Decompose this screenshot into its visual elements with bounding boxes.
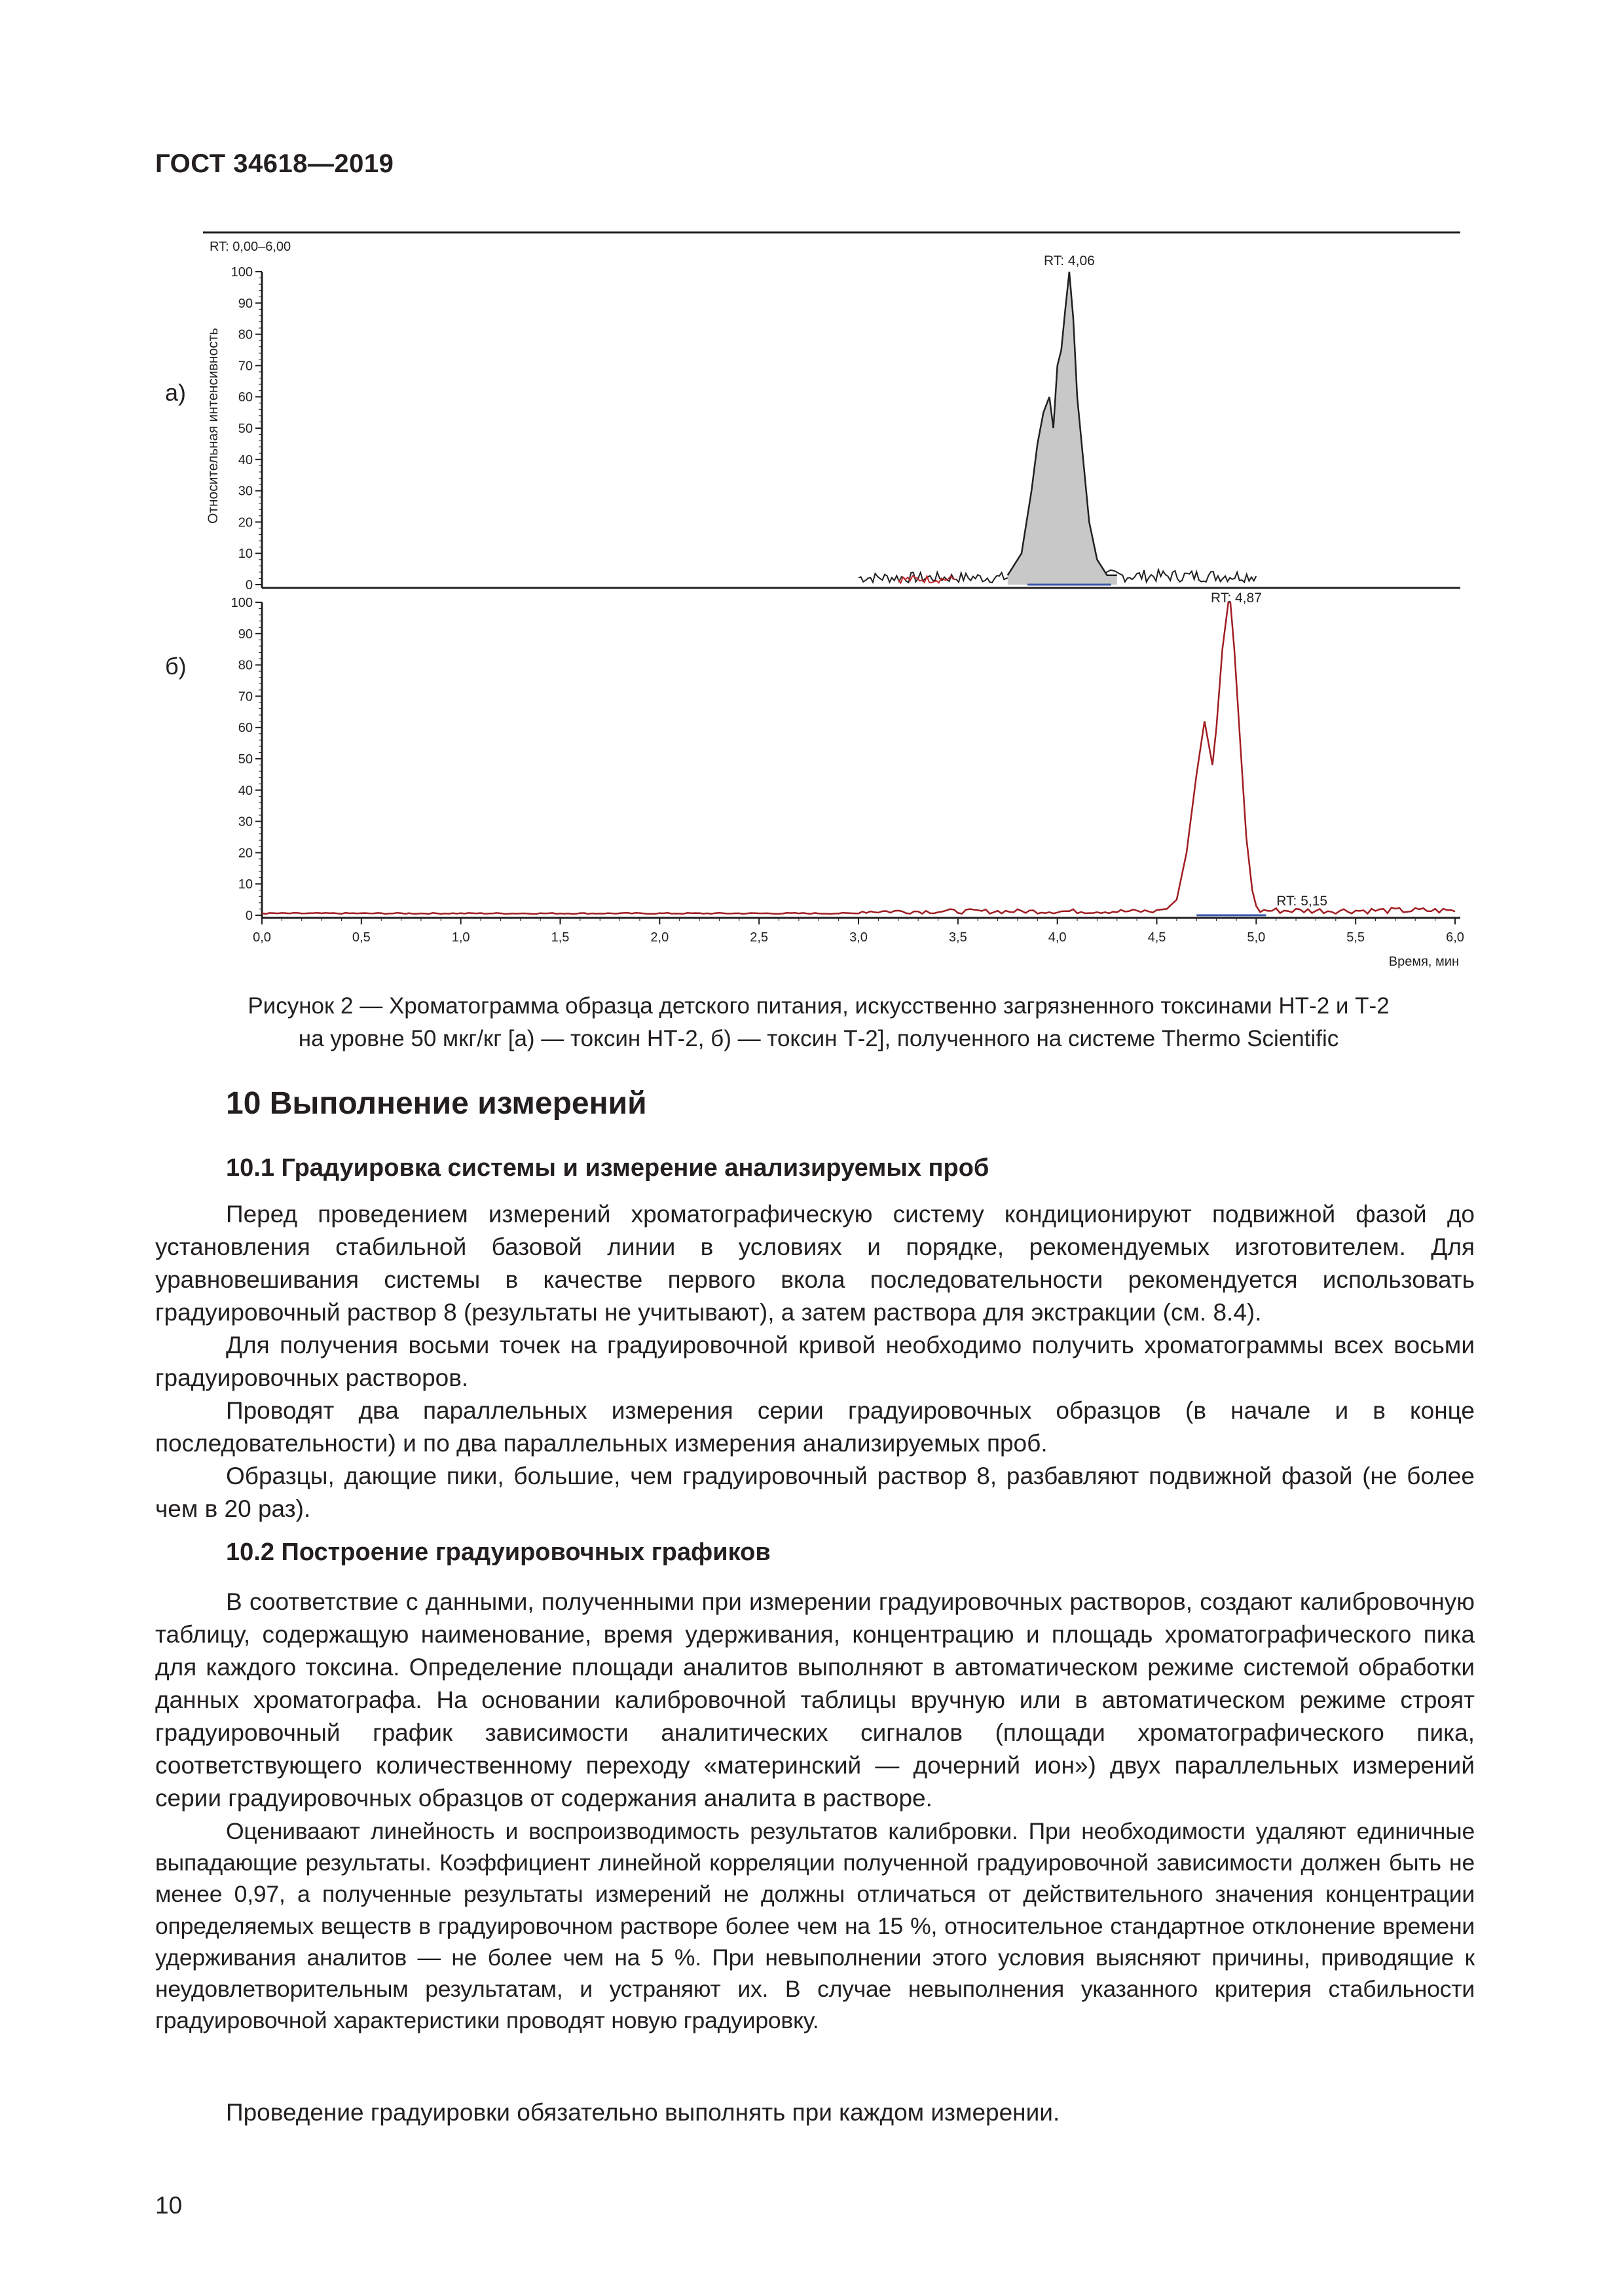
x-tick-label: 2,0 (650, 930, 669, 945)
x-tick-label: 6,0 (1446, 930, 1464, 945)
paragraph-3: Проводят два параллельных измерения серии градуировочных образцов (в начале и в конце последовательности) и по два параллельных измерения анализируемых проб. (155, 1397, 1475, 1457)
paragraph-4: Образцы, дающие пики, большие, чем градуировочный раствор 8, разбавляют подвижной фазой (не более чем в 20 раз). (155, 1463, 1475, 1522)
y-tick-label: 80 (238, 327, 253, 342)
x-tick-label: 5,5 (1346, 930, 1365, 945)
y-tick-label: 70 (238, 359, 253, 374)
x-tick-label: 3,0 (849, 930, 868, 945)
rt-range-label: RT: 0,00–6,00 (210, 240, 291, 254)
y-tick-label: 0 (245, 909, 253, 923)
y-tick-label: 20 (238, 846, 253, 861)
caption-line-2: на уровне 50 мкг/кг [а) — токсин НТ-2, б) — токсин Т-2], полученного на системе Thermo Scientific (298, 1026, 1339, 1051)
paragraph-1: Перед проведением измерений хроматографическую систему кондиционируют подвижной фазой до установления стабильной базовой линии в условиях и порядке, рекомендуемых изготовителем. Для уравновешивания системы в качестве первого вкола последовательности рекомендуется использовать градуировочный раствор 8 (результаты не учитывают), а затем раствора для экстракции (см. 8.4). (155, 1201, 1475, 1326)
y-tick-label: 60 (238, 390, 253, 405)
x-tick-label: 1,0 (451, 930, 470, 945)
paragraph-5: В соответствие с данными, полученными при измерении градуировочных растворов, создают калибровочную таблицу, содержащую наименование, время удерживания, концентрацию и площадь хроматографического пика для каждого токсина. Определение площади аналитов выполняют в автоматическом режиме системой обработки данных хроматографа. На основании калибровочной таблицы вручную или в автоматическом режиме строят градуировочный график зависимости аналитических сигналов (площади хроматографического пика, соответствующего количественному переходу «материнский — дочерний ион») двух параллельных измерений серии градуировочных образцов от содержания аналита в растворе. (155, 1588, 1475, 1812)
chromatogram-figure (0, 0, 1624, 982)
x-tick-label: 2,5 (750, 930, 769, 945)
y-tick-label: 90 (238, 627, 253, 642)
paragraph-6: Оцениваают линейность и воспроизводимость результатов калибровки. При необходимости удаляют единичные выпадающие результаты. Коэффициент линейной корреляции полученной градуировочной зависимости должен быть не менее 0,97, а полученные результаты измерений не должны отличаться от действительного значения концентрации определяемых веществ в градуировочном растворе более чем на 15 %, относительное стандартное отклонение времени удерживания аналитов — не более чем на 5 %. При невыполнении этого условия выясняют причины, приводящие к неудовлетворительным результатам, и устраняют их. В случае невыполнения указанного критерия стабильности градуировочной характеристики проводят новую градуировку. (155, 1818, 1475, 2034)
y-tick-label: 0 (245, 578, 253, 592)
x-tick-label: 4,0 (1048, 930, 1067, 945)
y-axis-label: Относительная интенсивность (206, 327, 221, 524)
section-heading: 10 Выполнение измерений (226, 1086, 647, 1121)
subsection-heading-10-2: 10.2 Построение градуировочных графиков (226, 1539, 771, 1566)
y-tick-label: 40 (238, 452, 253, 467)
panel-a-label: а) (165, 379, 187, 406)
x-axis-ticks (253, 918, 1464, 945)
y-tick-label: 10 (238, 547, 253, 562)
x-tick-label: 0,5 (352, 930, 371, 945)
page-number: 10 (155, 2192, 183, 2219)
y-tick-label: 30 (238, 814, 253, 829)
x-axis-label: Время, мин (1388, 955, 1459, 969)
y-tick-label: 10 (238, 877, 253, 892)
y-tick-label: 50 (238, 422, 253, 436)
panel-b-second-peak-label: RT: 5,15 (1276, 894, 1328, 909)
x-tick-label: 5,0 (1247, 930, 1266, 945)
y-tick-label: 80 (238, 658, 253, 673)
panel-a-peak-label: RT: 4,06 (1043, 253, 1095, 268)
y-tick-label: 100 (231, 596, 253, 610)
x-tick-label: 0,0 (253, 930, 271, 945)
x-tick-label: 1,5 (551, 930, 570, 945)
y-tick-label: 70 (238, 689, 253, 704)
panel-b-peak-label: RT: 4,87 (1211, 591, 1262, 606)
y-tick-label: 100 (231, 265, 253, 280)
document-header: ГОСТ 34618—2019 (155, 149, 394, 178)
y-tick-label: 30 (238, 484, 253, 499)
panel-b-y-ticks (231, 596, 262, 923)
panel-b-trace (262, 602, 1455, 914)
figure-caption (151, 990, 1486, 1055)
y-tick-label: 50 (238, 752, 253, 767)
caption-line-1: Рисунок 2 — Хроматограмма образца детского питания, искусственно загрязненного токсинами НТ-2 и Т-2 (248, 993, 1390, 1019)
x-tick-label: 3,5 (948, 930, 967, 945)
paragraph-2: Для получения восьми точек на градуировочной кривой необходимо получить хроматограммы всех восьми градуировочных растворов. (155, 1332, 1475, 1391)
y-tick-label: 90 (238, 296, 253, 311)
panel-a-y-ticks (231, 265, 262, 592)
panel-b-label: б) (165, 653, 187, 680)
paragraph-7: Проведение градуировки обязательно выполнять при каждом измерении. (226, 2099, 1060, 2126)
x-tick-label: 4,5 (1147, 930, 1166, 945)
y-tick-label: 60 (238, 721, 253, 736)
subsection-heading-10-1: 10.1 Градуировка системы и измерение анализируемых проб (226, 1154, 989, 1182)
y-tick-label: 40 (238, 783, 253, 798)
y-tick-label: 20 (238, 515, 253, 530)
